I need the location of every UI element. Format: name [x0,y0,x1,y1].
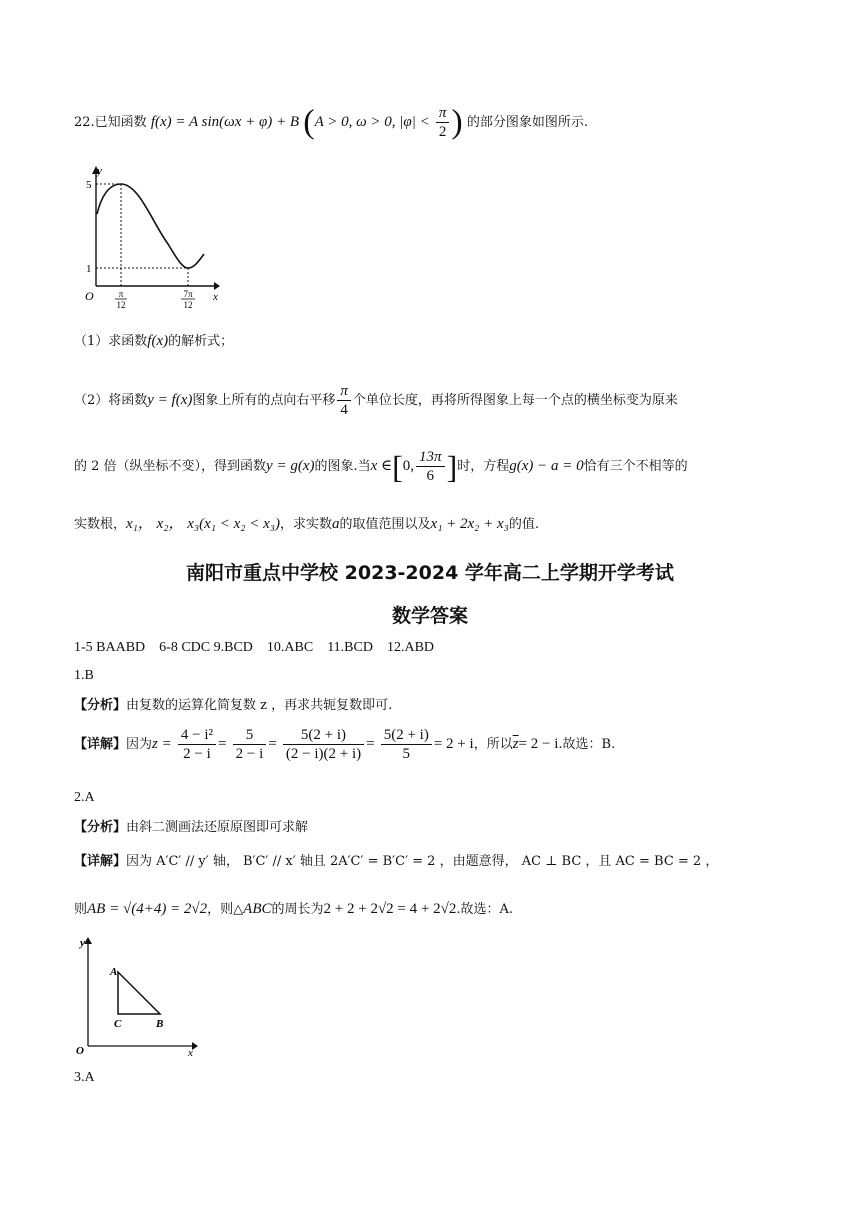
q22-p2-gfunc: y = g(x) [266,458,315,474]
graph-x1-num: π [118,289,124,299]
q22-sum: x₁ + 2x₂ + x₃ [430,516,509,532]
q22-tail: 的部分图象如图所示. [466,115,588,130]
graph-origin: O [76,1045,84,1056]
a1-frac-3: $\frac{5(2 + i)}{(2 - i)(2 + i)}$ [283,726,364,763]
graph-y-label: y [97,165,102,177]
page-subtitle: 数学答案 [391,605,468,627]
paren-close: ) [451,103,463,141]
graph-y-label: y [80,937,85,949]
answer-2-number: 2.A [74,790,95,805]
a2-triangle-graph [70,932,206,1056]
q22-shift-fraction: $\frac{\pi}{4}$ [337,382,351,419]
q22-part2-line3: 实数根，x₁， x₂， x₃(x₁ < x₂ < x₃)，求实数a的取值范围以及x₁ + 2x₂ + x₃的值. [74,516,540,532]
graph-x2-num: 7π [183,289,193,299]
vertex-a: A [110,966,118,978]
paren-open: ( [303,103,315,141]
answer-2-analysis: 【分析】由斜二测画法还原原图即可求解 [74,820,309,835]
q22-statement [74,104,588,141]
answer-2-detail-line2: 则AB = √(4+4) = 2√2，则△ABC的周长为2 + 2 + 2√2 = 4 + 2√2.故选：A. [74,901,513,917]
q22-intro: 22.已知函数 [74,115,147,130]
q22-condition: A > 0, ω > 0, |φ| < [314,114,430,130]
q22-interval-fraction: $\frac{13\pi}{6}$ [416,448,445,485]
q22-p2-func: y = f(x) [147,392,193,408]
vertex-b: B [156,1018,164,1030]
y-axis-arrow [84,937,92,944]
vertex-c: C [114,1018,122,1030]
graph-x2-den: 12 [183,300,193,310]
q22-part2-line1: （2）将函数y = f(x)图象上所有的点向右平移 $\frac{\pi}{4}$ 个单位长度，再将所得图象上每一个点的横坐标变为原来 [74,383,678,418]
graph-x-label: x [188,1047,193,1056]
graph-x-label: x [213,291,218,303]
answer-2-detail-line1: 【详解】因为 A′C′ // y′ 轴， B′C′ // x′ 轴且 2A′C′ = B′C′ = 2 ，由题意得， AC ⊥ BC ，且 AC = BC = 2 ， [74,854,719,869]
q22-roots: x₁， x₂， x₃(x₁ < x₂ < x₃) [126,516,280,532]
triangle-abc [118,972,160,1014]
answer-1-number: 1.B [74,668,94,683]
x-axis-arrow [214,282,220,290]
answer-3-number: 3.A [74,1070,95,1085]
a1-frac-2: $\frac{5}{2 - i}$ [233,726,267,763]
q22-part2-line2: 的 2 倍（纵坐标不变），得到函数y = g(x)的图象.当x ∈[0, $\frac{13\pi}{6}$ ]时，方程g(x) − a = 0恰有三个不相等的 [74,448,688,485]
graph-ymax: 5 [86,179,92,191]
graph-x1-den: 12 [116,300,126,310]
z-conjugate: $\overline{z}$ [512,736,519,752]
page-title: 南阳市重点中学校 2023-2024 学年高二上学期开学考试 [186,562,674,584]
q22-part1: （1）求函数f(x)的解析式； [74,333,234,349]
answer-1-analysis: 【分析】由复数的运算化简复数 z ，再求共轭复数即可. [74,698,393,713]
q22-p1-func: f(x) [147,333,169,349]
x-axis-arrow [192,1042,198,1050]
q22-p2-eq: g(x) − a = 0 [509,458,584,474]
a1-frac-1: $\frac{\text{4 − i²}}{2 - i}$ [178,726,216,763]
q22-graph [84,162,224,312]
graph-origin: O [85,289,94,303]
answer-1-detail: 【详解】因为z = $\frac{\text{4 − i²}}{2 - i}$ = $\frac{5}{2 - i}$ = $\frac{5(2 + i)}{(2 - i)(2 + i)}$ = $\frac{5(2 + i)}{5}$ = 2 + i，所以$\overline{z}= 2 - i$.故选：B. [74,727,616,762]
q22-cond-fraction: $\frac{\pi}{2}$ [436,104,450,141]
a1-frac-4: $\frac{5(2 + i)}{5}$ [381,726,432,763]
graph-ymin: 1 [86,263,92,275]
answer-key: 1-5 BAABD 6-8 CDC 9.BCD 10.ABC 11.BCD 12.ABD [74,640,435,655]
q22-function: f(x) = A sin(ωx + φ) + B [150,114,300,130]
sine-curve [97,184,204,268]
